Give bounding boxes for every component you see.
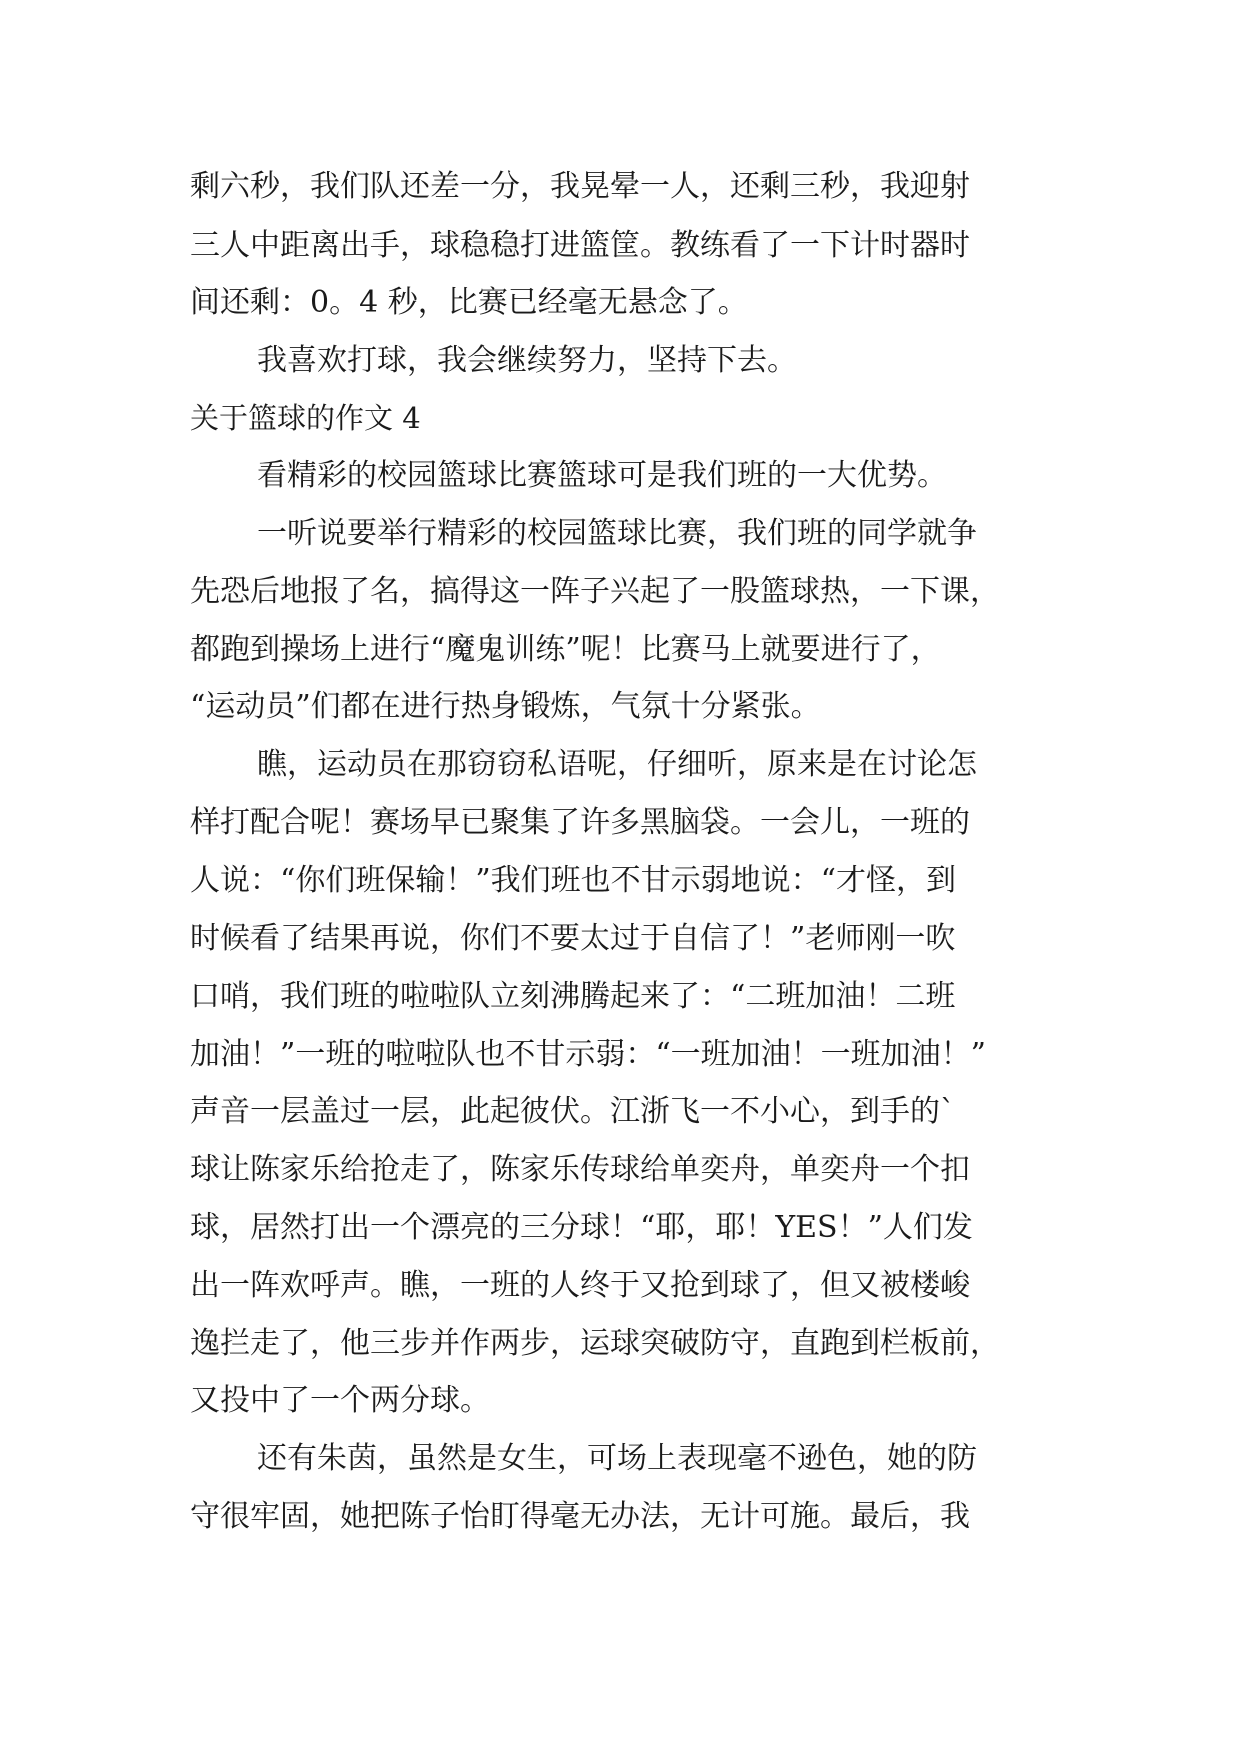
paragraph-line: 剩六秒，我们队还差一分，我晃晕一人，还剩三秒，我迎射 xyxy=(190,169,970,204)
paragraph-line: 我喜欢打球，我会继续努力，坚持下去。 xyxy=(257,343,797,378)
paragraph-line: 先恐后地报了名，搞得这一阵子兴起了一股篮球热，一下课， xyxy=(190,574,1000,609)
paragraph-line: 声音一层盖过一层，此起彼伏。江浙飞一不小心，到手的` xyxy=(190,1094,955,1129)
paragraph-line: 守很牢固，她把陈子怡盯得毫无办法，无计可施。最后，我 xyxy=(190,1499,970,1534)
paragraph-line: 加油！”一班的啦啦队也不甘示弱：“一班加油！一班加油！” xyxy=(190,1037,987,1072)
paragraph-line: 瞧，运动员在那窃窃私语呢，仔细听，原来是在讨论怎 xyxy=(257,747,977,782)
paragraph-line: 人说：“你们班保输！”我们班也不甘示弱地说：“才怪，到 xyxy=(190,863,957,898)
paragraph-line: 间还剩：0。4 秒，比赛已经毫无悬念了。 xyxy=(190,285,748,320)
paragraph-line: 口哨，我们班的啦啦队立刻沸腾起来了：“二班加油！二班 xyxy=(190,979,956,1014)
paragraph-line: 逸拦走了，他三步并作两步，运球突破防守，直跑到栏板前， xyxy=(190,1326,1000,1361)
paragraph-line: 样打配合呢！赛场早已聚集了许多黑脑袋。一会儿，一班的 xyxy=(190,805,970,840)
paragraph-line: 出一阵欢呼声。瞧，一班的人终于又抢到球了，但又被楼峻 xyxy=(190,1268,970,1303)
paragraph-line: 又投中了一个两分球。 xyxy=(190,1383,490,1418)
paragraph-line: 球让陈家乐给抢走了，陈家乐传球给单奕舟，单奕舟一个扣 xyxy=(190,1152,970,1187)
paragraph-line: 看精彩的校园篮球比赛篮球可是我们班的一大优势。 xyxy=(257,458,947,493)
paragraph-line: 一听说要举行精彩的校园篮球比赛，我们班的同学就争 xyxy=(257,516,977,551)
section-heading: 关于篮球的作文 4 xyxy=(190,401,421,435)
paragraph-line: 还有朱茵，虽然是女生，可场上表现毫不逊色，她的防 xyxy=(257,1441,977,1476)
paragraph-line: 时候看了结果再说，你们不要太过于自信了！”老师刚一吹 xyxy=(190,921,956,956)
paragraph-line: “运动员”们都在进行热身锻炼，气氛十分紧张。 xyxy=(190,689,821,724)
paragraph-line: 球，居然打出一个漂亮的三分球！“耶，耶！YES！”人们发 xyxy=(190,1210,973,1245)
paragraph-line: 都跑到操场上进行“魔鬼训练”呢！比赛马上就要进行了， xyxy=(190,632,941,667)
paragraph-line: 三人中距离出手，球稳稳打进篮筐。教练看了一下计时器时 xyxy=(190,228,970,263)
